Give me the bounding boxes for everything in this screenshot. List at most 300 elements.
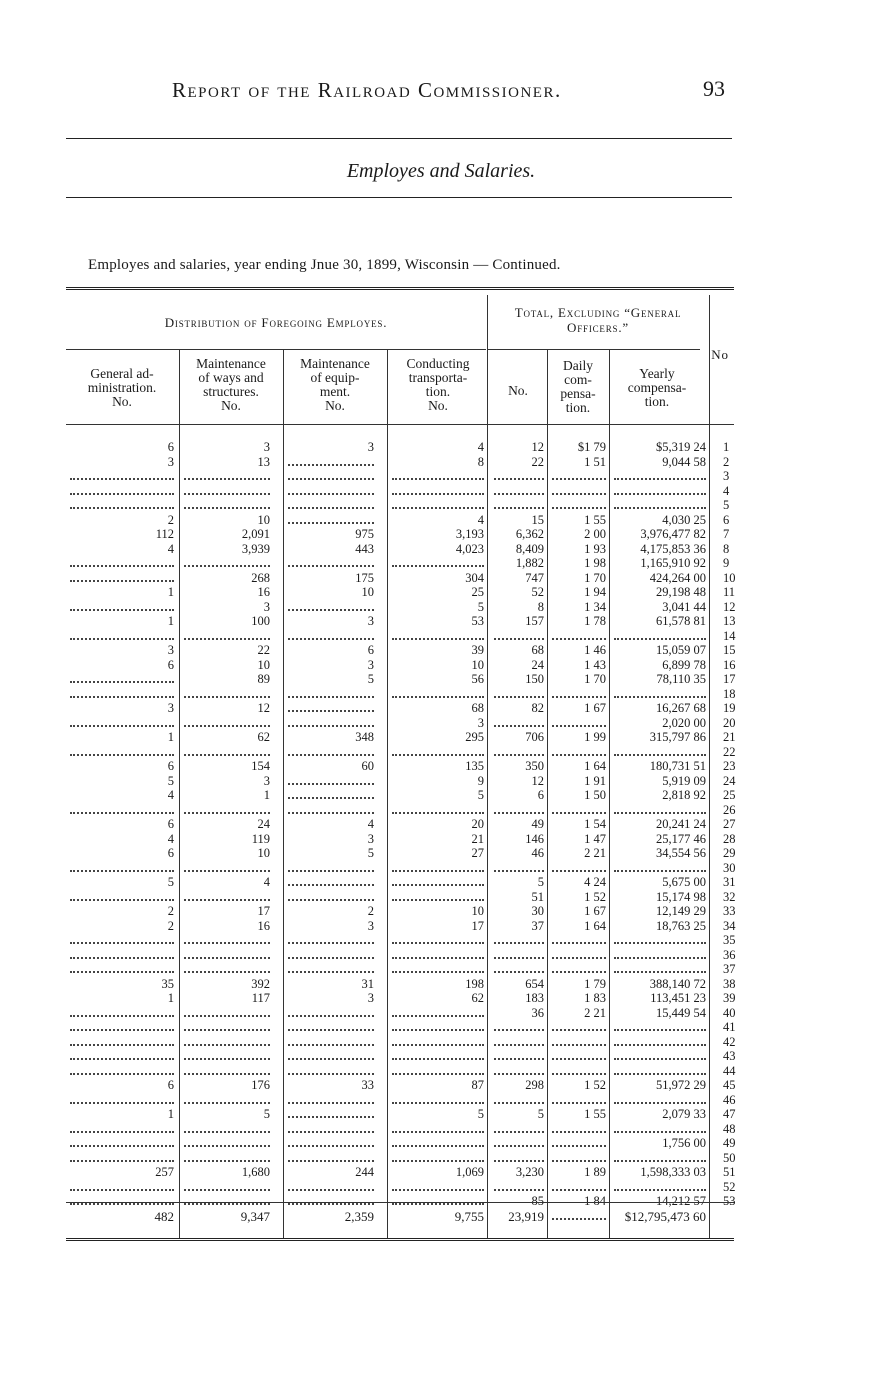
table-cell: 1 47 (584, 831, 606, 846)
table-row (66, 774, 734, 788)
totals-rule (66, 1202, 734, 1203)
leader-dots (392, 899, 484, 901)
col-header-line: ministration. (87, 380, 157, 395)
table-cell: 56 (471, 672, 484, 686)
leader-dots (552, 971, 606, 973)
table-cell: 1 46 (584, 643, 606, 657)
table-cell: 315,797 86 (649, 730, 706, 744)
table-cell: 29,198 48 (656, 585, 706, 599)
table-cell: 388,140 72 (649, 976, 706, 991)
col-header-line: transporta- (408, 370, 468, 385)
leader-dots (70, 478, 174, 480)
table-cell: 62 (471, 991, 484, 1005)
table-cell: 1 54 (584, 817, 606, 831)
table-cell: 1 94 (584, 585, 606, 599)
row-number: 19 (723, 701, 736, 715)
leader-dots (494, 1029, 544, 1031)
col-header-yearly-compensation (610, 367, 704, 409)
group-heading-distribution: Distribution of Foregoing Employes. (164, 315, 388, 330)
table-row (66, 890, 734, 904)
leader-dots (614, 1073, 706, 1075)
table-cell: 3 (367, 657, 374, 672)
table-cell: 1 89 (584, 1165, 606, 1179)
table-cell: 4 (477, 440, 484, 454)
leader-dots (288, 957, 374, 959)
table-cell: 9,044 58 (662, 454, 706, 469)
table-cell: 706 (525, 730, 544, 744)
table-row (66, 962, 734, 976)
leader-dots (288, 1131, 374, 1133)
leader-dots (184, 1203, 270, 1205)
table-cell: 3,041 44 (662, 599, 706, 614)
total-cell: 23,919 (508, 1209, 544, 1224)
leader-dots (70, 681, 174, 683)
leader-dots (614, 1058, 706, 1060)
total-cell: 9,347 (240, 1209, 270, 1224)
table-row (66, 527, 734, 541)
table-row (66, 730, 734, 744)
leader-dots (552, 754, 606, 756)
leader-dots (184, 1145, 270, 1147)
table-cell: 18,763 25 (656, 918, 706, 933)
leader-dots (614, 638, 706, 640)
table-cell: 4 (263, 875, 270, 889)
table-cell: 1 84 (584, 1194, 606, 1208)
leader-dots (184, 565, 270, 567)
row-number: 28 (723, 831, 736, 846)
leader-dots (552, 1189, 606, 1191)
table-cell: 33 (361, 1078, 374, 1092)
leader-dots (392, 812, 484, 814)
leader-dots (552, 812, 606, 814)
table-cell: 17 (257, 904, 270, 918)
col-header-line: No. (325, 398, 345, 413)
table-cell: 157 (525, 614, 544, 628)
table-cell: 1 51 (584, 454, 606, 469)
table-row (66, 832, 734, 846)
row-number: 25 (723, 788, 736, 802)
table-cell: 1 70 (584, 570, 606, 585)
table-cell: 10 (257, 512, 270, 527)
col-header-line: tion. (425, 384, 451, 399)
table-cell: 3 (167, 701, 174, 715)
table-cell: 117 (251, 991, 270, 1005)
leader-dots (392, 638, 484, 640)
leader-dots (70, 870, 174, 872)
table-cell: 4 (167, 788, 174, 802)
leader-dots (392, 478, 484, 480)
col-header-line: of equip- (310, 370, 360, 385)
leader-dots (494, 942, 544, 944)
table-row (66, 600, 734, 614)
table-cell: 295 (465, 730, 484, 744)
table-row (66, 1107, 734, 1121)
table-cell: 5,919 09 (662, 773, 706, 788)
table-cell: 34,554 56 (656, 846, 706, 860)
table-cell: 6,362 (515, 527, 544, 541)
table-cell: 348 (355, 730, 374, 744)
table-row (66, 948, 734, 962)
column-header-rule (66, 424, 734, 425)
leader-dots (70, 1044, 174, 1046)
table-cell: 17 (471, 918, 484, 933)
table-cell: 3 (367, 991, 374, 1005)
table-cell: 443 (355, 541, 374, 556)
leader-dots (494, 812, 544, 814)
table-cell: 8 (537, 599, 544, 614)
table-cell: 22 (531, 454, 544, 469)
table-cell: 89 (257, 672, 270, 686)
leader-dots (494, 493, 544, 495)
table-cell: 119 (251, 831, 270, 846)
row-number: 47 (723, 1107, 736, 1121)
table-row (66, 1093, 734, 1107)
table-row (66, 455, 734, 469)
row-number: 6 (723, 512, 730, 527)
leader-dots (288, 1073, 374, 1075)
table-cell: 2 (167, 918, 174, 933)
col-header-line: Maintenance (300, 356, 370, 371)
table-row (66, 1180, 734, 1194)
table-cell: 3 (367, 614, 374, 628)
row-number: 22 (723, 744, 736, 759)
table-cell: 87 (471, 1078, 484, 1092)
row-number: 21 (723, 730, 736, 744)
leader-dots (552, 478, 606, 480)
table-row (66, 629, 734, 643)
leader-dots (392, 971, 484, 973)
leader-dots (70, 696, 174, 698)
row-number: 10 (723, 570, 736, 585)
leader-dots (184, 1189, 270, 1191)
leader-dots (552, 507, 606, 509)
table-cell: 2 21 (584, 1005, 606, 1020)
table-cell: 3,230 (515, 1165, 544, 1179)
table-cell: 10 (361, 585, 374, 599)
leader-dots (288, 507, 374, 509)
table-cell: 113,451 23 (650, 991, 706, 1005)
table-cell: 3 (263, 773, 270, 788)
leader-dots (288, 1116, 374, 1118)
leader-dots (552, 1044, 606, 1046)
table-cell: 8 (477, 454, 484, 469)
table-cell: 198 (465, 976, 484, 991)
table-cell: 2 00 (584, 527, 606, 541)
row-number: 13 (723, 614, 736, 628)
row-number: 16 (723, 657, 736, 672)
col-header-line: pensa- (560, 386, 596, 401)
table-cell: 61,578 81 (656, 614, 706, 628)
table-cell: 4 (167, 541, 174, 556)
leader-dots (288, 1203, 374, 1205)
leader-dots (288, 797, 374, 799)
leader-dots (288, 812, 374, 814)
table-cell: 1 (167, 1107, 174, 1121)
row-number: 39 (723, 991, 736, 1005)
leader-dots (288, 1160, 374, 1162)
leader-dots (70, 1189, 174, 1191)
table-cell: 24 (531, 657, 544, 672)
table-row (66, 1078, 734, 1092)
table-cell: 60 (361, 759, 374, 773)
total-cell: 2,359 (344, 1209, 374, 1224)
leader-dots (494, 1145, 544, 1147)
table-row (66, 1165, 734, 1179)
table-cell: 257 (155, 1165, 174, 1179)
leader-dots (494, 754, 544, 756)
leader-dots (552, 638, 606, 640)
table-cell: 1 64 (584, 759, 606, 773)
table-cell: 2 21 (584, 846, 606, 860)
col-header-line: of ways and (198, 370, 264, 385)
leader-dots (184, 1029, 270, 1031)
leader-dots (184, 754, 270, 756)
row-number: 51 (723, 1165, 736, 1179)
table-cell: 12,149 29 (656, 904, 706, 918)
col-header-line: compensa- (627, 380, 687, 395)
table-row (66, 1136, 734, 1150)
leader-dots (70, 899, 174, 901)
row-number: 1 (723, 440, 730, 454)
table-row (66, 1122, 734, 1136)
table-cell: 25 (471, 585, 484, 599)
leader-dots (70, 1073, 174, 1075)
leader-dots (184, 957, 270, 959)
table-cell: 30 (531, 904, 544, 918)
table-cell: 5 (537, 1107, 544, 1121)
leader-dots (184, 1073, 270, 1075)
leader-dots (70, 1029, 174, 1031)
leader-dots (288, 493, 374, 495)
table-cell: 1 79 (584, 976, 606, 991)
col-header-maintenance-equipment (284, 357, 386, 413)
leader-dots (288, 725, 374, 727)
leader-dots (494, 507, 544, 509)
table-cell: 15,059 07 (656, 643, 706, 657)
table-cell: 10 (471, 904, 484, 918)
leader-dots (70, 942, 174, 944)
table-row (66, 846, 734, 860)
row-number: 38 (723, 976, 736, 991)
table-cell: 13 (257, 454, 270, 469)
table-cell: 2 (367, 904, 374, 918)
table-row (66, 1194, 734, 1208)
row-number: 2 (723, 454, 730, 469)
leader-dots (392, 884, 484, 886)
col-header-conducting-transportation (388, 357, 488, 413)
leader-dots (614, 1131, 706, 1133)
leader-dots (392, 1029, 484, 1031)
leader-dots (494, 971, 544, 973)
leader-dots (184, 1015, 270, 1017)
table-cell: 1 83 (584, 991, 606, 1005)
leader-dots (552, 1058, 606, 1060)
leader-dots (494, 1044, 544, 1046)
row-number: 7 (723, 527, 730, 541)
table-cell: 20,241 24 (656, 817, 706, 831)
table-cell: 4 (367, 817, 374, 831)
table-cell: 1,598,333 03 (640, 1165, 706, 1179)
table-cell: 4 (167, 831, 174, 846)
table-cell: 51,972 29 (656, 1078, 706, 1092)
table-cell: 304 (465, 570, 484, 585)
table-cell: 3 (167, 643, 174, 657)
table-row (66, 904, 734, 918)
table-cell: 16,267 68 (656, 701, 706, 715)
row-number: 8 (723, 541, 730, 556)
leader-dots (70, 1203, 174, 1205)
leader-dots (70, 565, 174, 567)
row-number: 52 (723, 1179, 736, 1194)
table-cell: 5 (263, 1107, 270, 1121)
table-cell: 2,091 (241, 527, 270, 541)
table-row (66, 1035, 734, 1049)
table-cell: 1 55 (584, 1107, 606, 1121)
leader-dots (184, 1102, 270, 1104)
table-cell: 2,020 00 (662, 715, 706, 730)
table-top-rule (66, 287, 734, 290)
col-header-line: Conducting (406, 356, 470, 371)
leader-dots (392, 1189, 484, 1191)
table-cell: 135 (465, 759, 484, 773)
table-cell: 100 (251, 614, 270, 628)
table-cell: 10 (471, 657, 484, 672)
col-header-line: tion. (565, 400, 591, 415)
row-number: 11 (723, 585, 736, 599)
table-cell: 1,756 00 (662, 1136, 706, 1150)
table-cell: 1 (167, 585, 174, 599)
table-cell: 1 34 (584, 599, 606, 614)
leader-dots (288, 609, 374, 611)
row-number: 36 (723, 947, 736, 962)
table-cell: 68 (471, 701, 484, 715)
leader-dots (288, 1189, 374, 1191)
table-row (66, 658, 734, 672)
table-cell: 1 52 (584, 1078, 606, 1092)
table-row (66, 440, 734, 454)
leader-dots (494, 725, 544, 727)
col-header-line: No. (508, 383, 528, 398)
table-cell: 22 (257, 643, 270, 657)
table-cell: 1 50 (584, 788, 606, 802)
table-cell: 1,165,910 92 (640, 556, 706, 570)
table-cell: 5 (167, 875, 174, 889)
table-cell: 424,264 00 (649, 570, 706, 585)
table-row (66, 817, 734, 831)
total-cell: 9,755 (454, 1209, 484, 1224)
table-row (66, 803, 734, 817)
row-number: 44 (723, 1063, 736, 1078)
table-cell: 747 (525, 570, 544, 585)
table-cell: 146 (525, 831, 544, 846)
leader-dots (494, 957, 544, 959)
table-cell: 6 (167, 657, 174, 672)
table-cell: 1 55 (584, 512, 606, 527)
table-row (66, 745, 734, 759)
leader-dots (70, 493, 174, 495)
leader-dots (614, 870, 706, 872)
leader-dots (288, 1029, 374, 1031)
row-number: 20 (723, 715, 736, 730)
table-cell: 1 93 (584, 541, 606, 556)
table-row (66, 788, 734, 802)
table-cell: 6 (167, 440, 174, 454)
table-row (66, 933, 734, 947)
table-cell: 5,675 00 (662, 875, 706, 889)
table-cell: 175 (355, 570, 374, 585)
leader-dots (70, 507, 174, 509)
leader-dots (70, 1102, 174, 1104)
table-cell: 37 (531, 918, 544, 933)
leader-dots (392, 754, 484, 756)
col-header-line: No. (428, 398, 448, 413)
leader-dots (614, 1160, 706, 1162)
table-bottom-rule (66, 1238, 734, 1241)
table-row (66, 1049, 734, 1063)
table-cell: 4,175,853 36 (640, 541, 706, 556)
leader-dots (184, 942, 270, 944)
col-header-line: Daily (563, 358, 593, 373)
leader-dots (494, 1131, 544, 1133)
table-cell: 975 (355, 527, 374, 541)
group-rule-right (488, 349, 700, 350)
leader-dots (288, 522, 374, 524)
table-row (66, 1006, 734, 1020)
leader-dots (70, 812, 174, 814)
leader-dots (614, 478, 706, 480)
table-cell: 1 67 (584, 904, 606, 918)
row-number: 48 (723, 1121, 736, 1136)
col-header-line: structures. (203, 384, 259, 399)
table-cell: 39 (471, 643, 484, 657)
table-row (66, 991, 734, 1005)
leader-dots (552, 1145, 606, 1147)
row-number: 15 (723, 643, 736, 657)
table-cell: 8,409 (515, 541, 544, 556)
table-cell: 5 (477, 788, 484, 802)
table-cell: 6 (367, 643, 374, 657)
leader-dots (184, 507, 270, 509)
table-cell: 82 (531, 701, 544, 715)
leader-dots (288, 696, 374, 698)
leader-dots (392, 1073, 484, 1075)
leader-dots (552, 696, 606, 698)
leader-dots (494, 1160, 544, 1162)
leader-dots (70, 580, 174, 582)
row-number: 29 (723, 846, 736, 860)
table-cell: 15 (531, 512, 544, 527)
leader-dots (552, 870, 606, 872)
table-cell: 53 (471, 614, 484, 628)
leader-dots (70, 754, 174, 756)
running-title: Report of the Railroad Commissioner. (172, 78, 562, 102)
table-cell: 35 (161, 976, 174, 991)
leader-dots (70, 1058, 174, 1060)
table-row (66, 701, 734, 715)
leader-dots (70, 1160, 174, 1162)
table-caption: Employes and salaries, year ending Jnue 30, 1899, Wisconsin — Continued. (88, 257, 561, 273)
group-rule-left (66, 349, 486, 350)
leader-dots (184, 870, 270, 872)
table-cell: 1,882 (515, 556, 544, 570)
table-cell: 15,449 54 (656, 1005, 706, 1020)
col-header-line: No. (221, 398, 241, 413)
leader-dots (392, 1145, 484, 1147)
leader-dots (614, 957, 706, 959)
table-cell: 1 67 (584, 701, 606, 715)
table-cell: 4,030 25 (662, 512, 706, 527)
leader-dots (392, 1203, 484, 1205)
